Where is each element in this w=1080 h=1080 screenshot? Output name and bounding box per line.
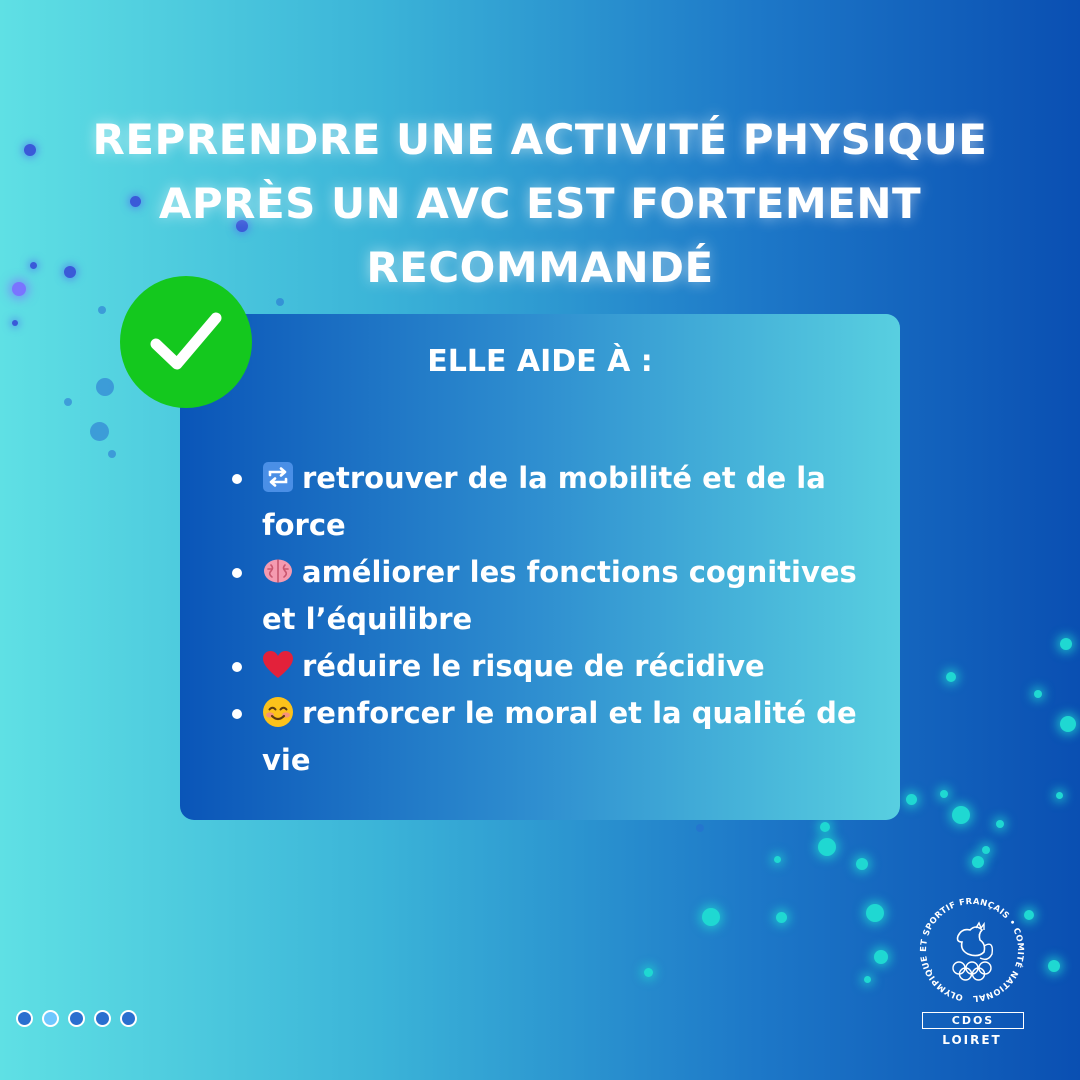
benefit-text: réduire le risque de récidive — [302, 649, 765, 683]
pagination-dot[interactable] — [16, 1010, 33, 1027]
pagination-dot[interactable] — [120, 1010, 137, 1027]
bullet — [232, 662, 242, 672]
pagination-dot-active[interactable] — [42, 1010, 59, 1027]
page-title: REPRENDRE UNE ACTIVITÉ PHYSIQUE APRÈS UN AVC EST FORTEMENT RECOMMANDÉ — [92, 115, 988, 292]
benefits-list — [228, 455, 888, 784]
list-item — [228, 690, 888, 784]
list-item — [228, 643, 888, 690]
heart-icon — [262, 649, 294, 681]
benefit-text: améliorer les fonctions cognitives et l’équilibre — [262, 555, 857, 636]
benefit-text: renforcer le moral et la qualité de vie — [262, 696, 857, 777]
bullet — [232, 709, 242, 719]
repeat-icon — [262, 461, 294, 493]
pagination-dot[interactable] — [68, 1010, 85, 1027]
benefit-text: retrouver de la mobilité et de la force — [262, 461, 826, 542]
bullet — [232, 474, 242, 484]
bullet — [232, 568, 242, 578]
svg-text:OLYMPIQUE ET SPORTIF FRANÇAIS: OLYMPIQUE ET SPORTIF FRANÇAIS • COMITÉ NATIONAL — [917, 895, 1027, 1005]
brain-icon — [262, 555, 294, 587]
card-heading: ELLE AIDE À : — [427, 344, 653, 379]
pagination-dot[interactable] — [94, 1010, 111, 1027]
smiling-face-icon — [262, 696, 294, 728]
check-badge — [120, 276, 252, 408]
logo-sublabel: LOIRET — [942, 1033, 1002, 1047]
logo-label: CDOS — [922, 1012, 1024, 1029]
olympic-committee-emblem — [912, 892, 1032, 1008]
pagination — [16, 1010, 137, 1027]
cdos-loiret-logo — [912, 892, 1032, 1052]
list-item — [228, 455, 888, 549]
list-item — [228, 549, 888, 643]
